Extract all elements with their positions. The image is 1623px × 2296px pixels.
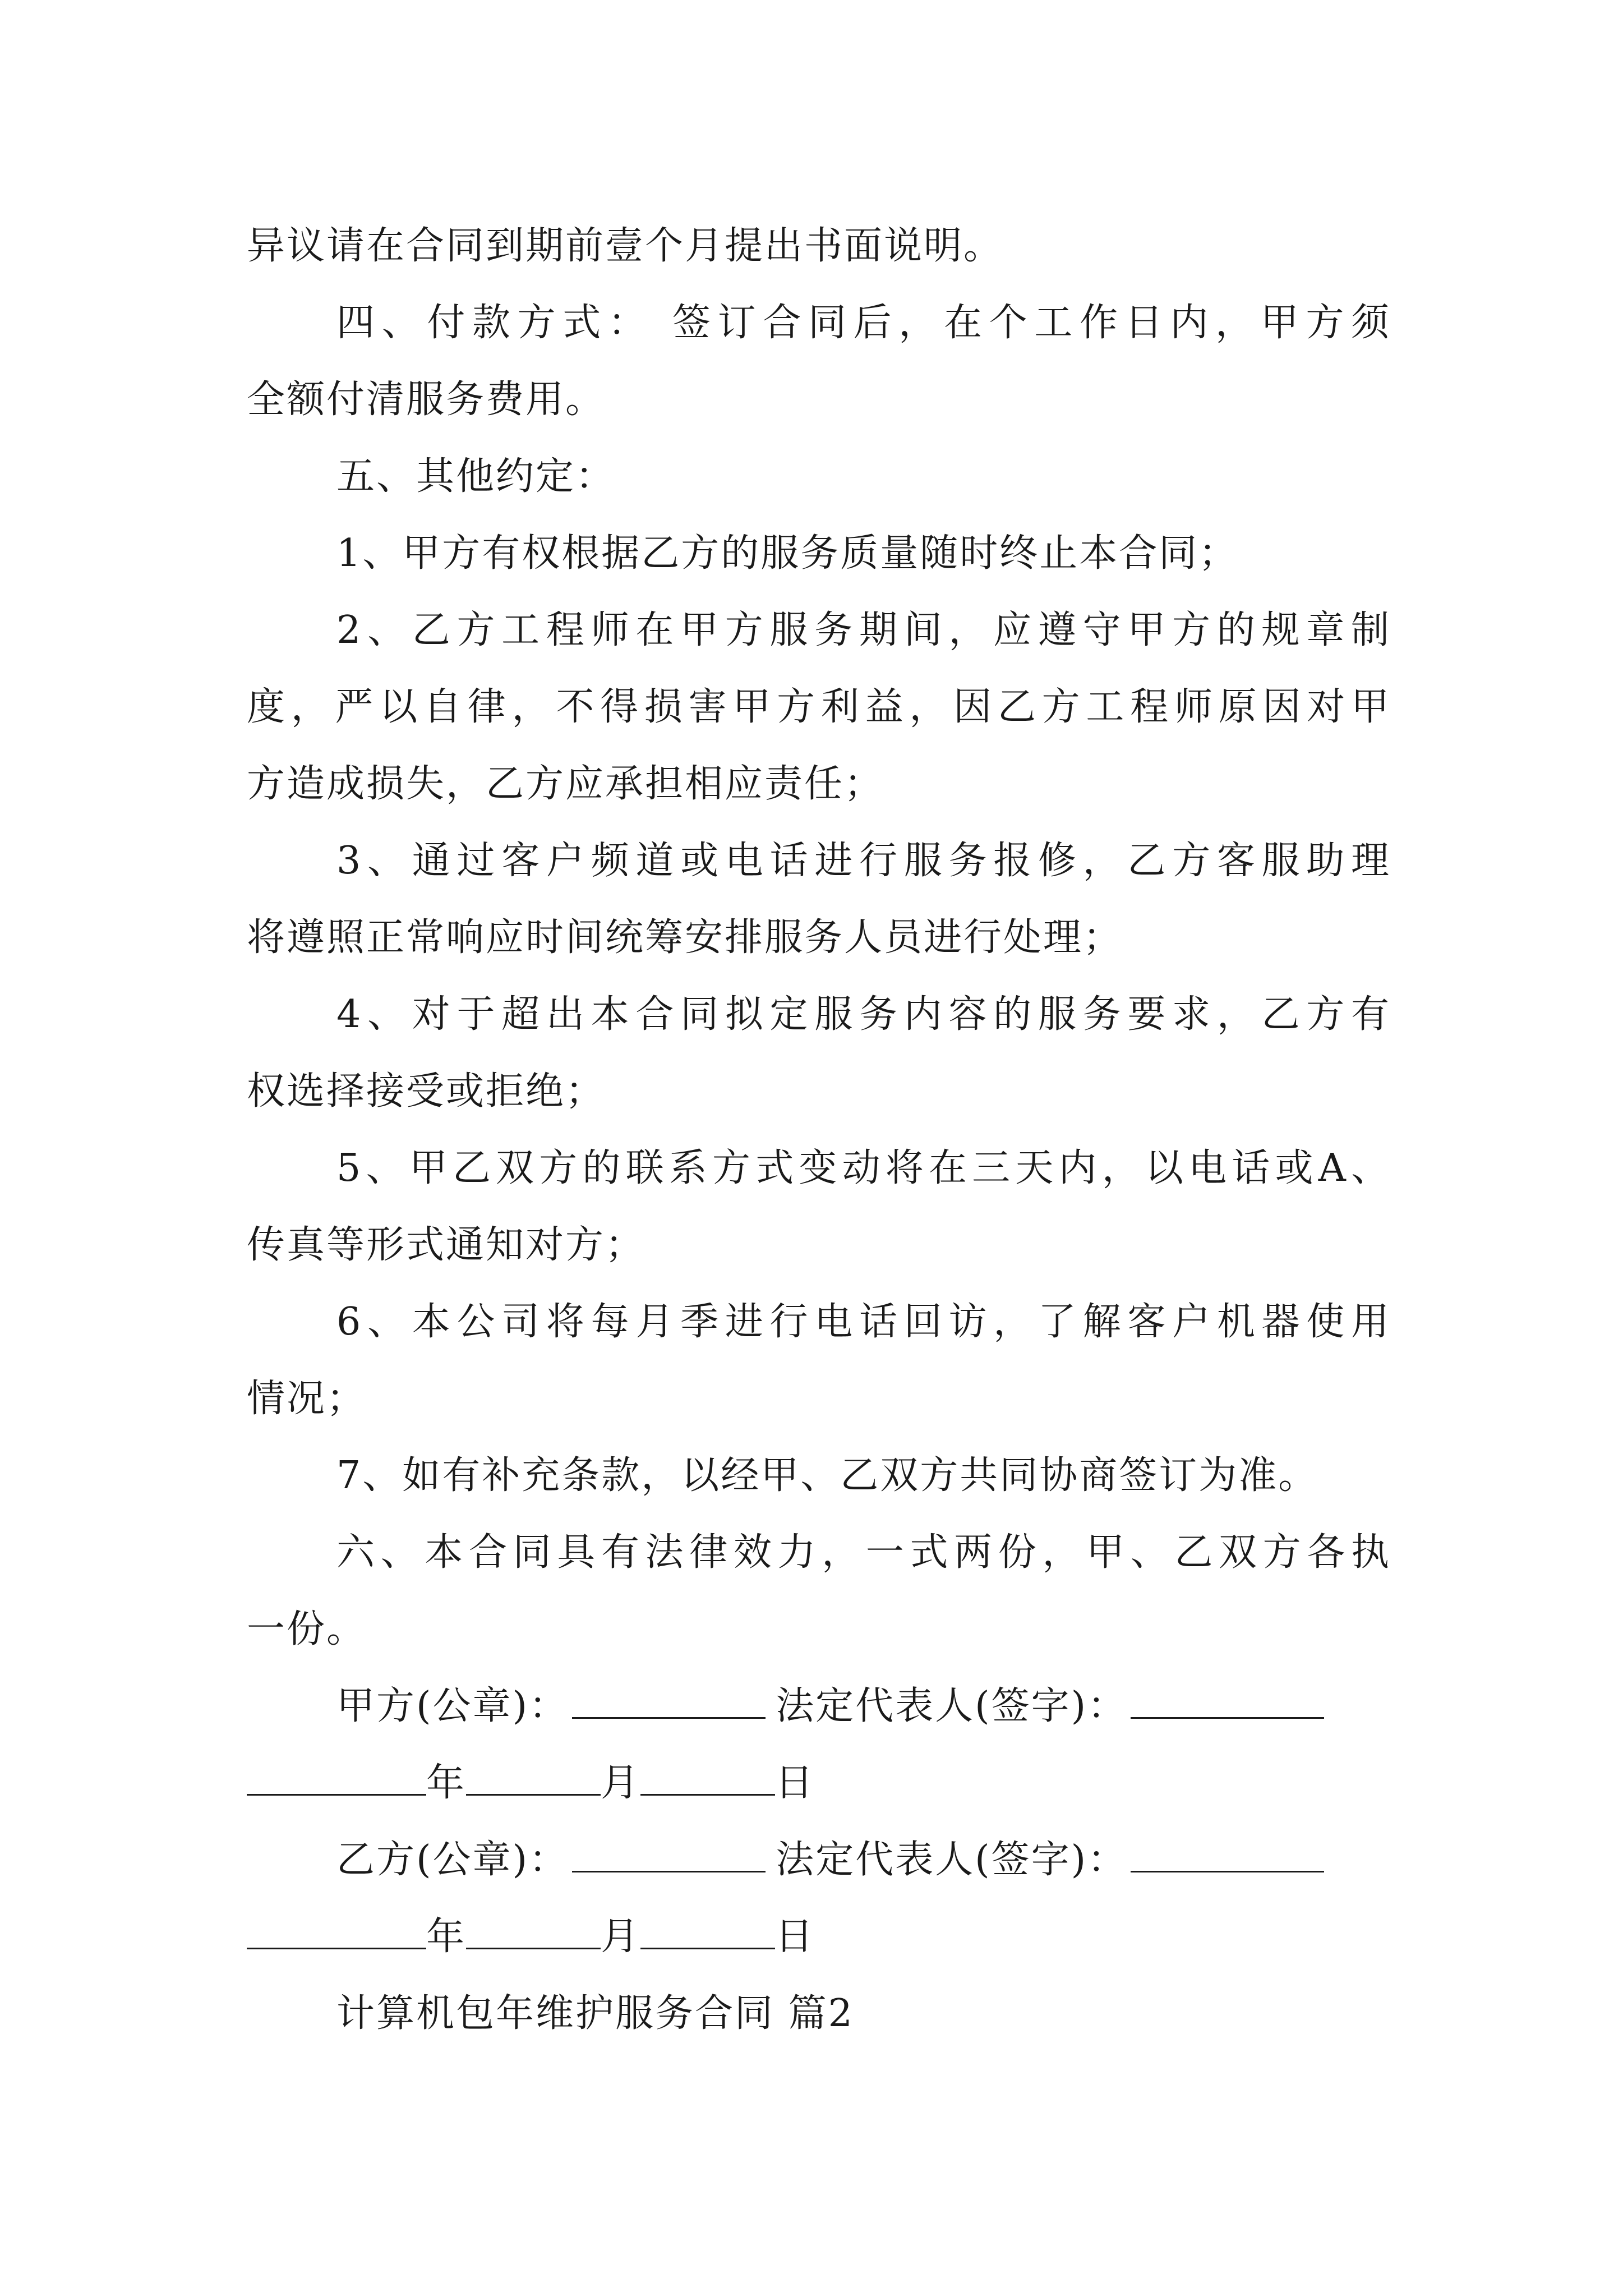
party-b-seal-label: 乙方(公章)： <box>336 1838 569 1882</box>
paragraph-line: 六、本合同具有法律效力，一式两份，甲、乙双方各执 <box>336 1530 1391 1575</box>
paragraph-line: 传真等形式通知对方； <box>247 1223 645 1267</box>
paragraph-line: 4、对于超出本合同拟定服务内容的服务要求，乙方有 <box>336 992 1391 1037</box>
paragraph-line: 5、甲乙双方的联系方式变动将在三天内，以电话或A、 <box>336 1146 1391 1190</box>
paragraph-line: 将遵照正常响应时间统筹安排服务人员进行处理； <box>247 915 1123 960</box>
party-b-signature-row <box>247 1821 1391 1898</box>
party-a-day-blank <box>640 1761 775 1796</box>
party-a-day-label: 日 <box>775 1761 815 1805</box>
paragraph-line: 度，严以自律，不得损害甲方利益，因乙方工程师原因对甲 <box>247 685 1391 729</box>
party-b-seal-blank <box>572 1838 766 1872</box>
paragraph-line: 全额付清服务费用。 <box>247 378 606 422</box>
party-b-month-label: 月 <box>601 1915 641 1959</box>
party-b-year-blank <box>247 1915 426 1949</box>
party-a-month-label: 月 <box>601 1761 641 1805</box>
party-a-year-blank <box>247 1761 426 1796</box>
paragraph-line: 权选择接受或拒绝； <box>247 1069 606 1114</box>
party-a-rep-blank <box>1131 1685 1324 1719</box>
paragraph-line: 2、乙方工程师在甲方服务期间，应遵守甲方的规章制 <box>336 608 1391 652</box>
party-a-year-label: 年 <box>426 1761 467 1805</box>
party-a-date-row <box>247 1745 1391 1821</box>
party-b-day-label: 日 <box>775 1915 815 1959</box>
party-a-month-blank <box>466 1761 601 1796</box>
party-b-year-label: 年 <box>426 1915 467 1959</box>
next-section-title: 计算机包年维护服务合同 篇2 <box>336 1991 854 2036</box>
party-a-seal-label: 甲方(公章)： <box>336 1684 569 1728</box>
paragraph-line: 一份。 <box>247 1607 367 1651</box>
party-b-day-blank <box>640 1915 775 1949</box>
party-b-date-row <box>247 1898 1391 1975</box>
paragraph-line: 异议请在合同到期前壹个月提出书面说明。 <box>247 224 1004 268</box>
party-a-signature-row <box>247 1668 1391 1745</box>
document-body <box>247 208 1391 2052</box>
paragraph-line: 3、通过客户频道或电话进行服务报修，乙方客服助理 <box>336 839 1391 883</box>
paragraph-line: 情况； <box>247 1377 367 1421</box>
paragraph-line: 五、其他约定： <box>336 454 616 499</box>
paragraph-line: 1、甲方有权根据乙方的服务质量随时终止本合同； <box>336 531 1239 576</box>
paragraph-line: 四、付款方式： 签订合同后，在个工作日内，甲方须 <box>336 301 1391 345</box>
paragraph-line: 方造成损失，乙方应承担相应责任； <box>247 762 884 806</box>
party-a-seal-blank <box>572 1685 766 1719</box>
paragraph-line: 6、本公司将每月季进行电话回访，了解客户机器使用 <box>336 1300 1391 1344</box>
party-b-rep-blank <box>1131 1838 1324 1872</box>
party-b-rep-label: 法定代表人(签字)： <box>776 1838 1128 1882</box>
party-b-month-blank <box>466 1915 601 1949</box>
party-a-rep-label: 法定代表人(签字)： <box>776 1684 1128 1728</box>
paragraph-line: 7、如有补充条款，以经甲、乙双方共同协商签订为准。 <box>336 1453 1318 1498</box>
